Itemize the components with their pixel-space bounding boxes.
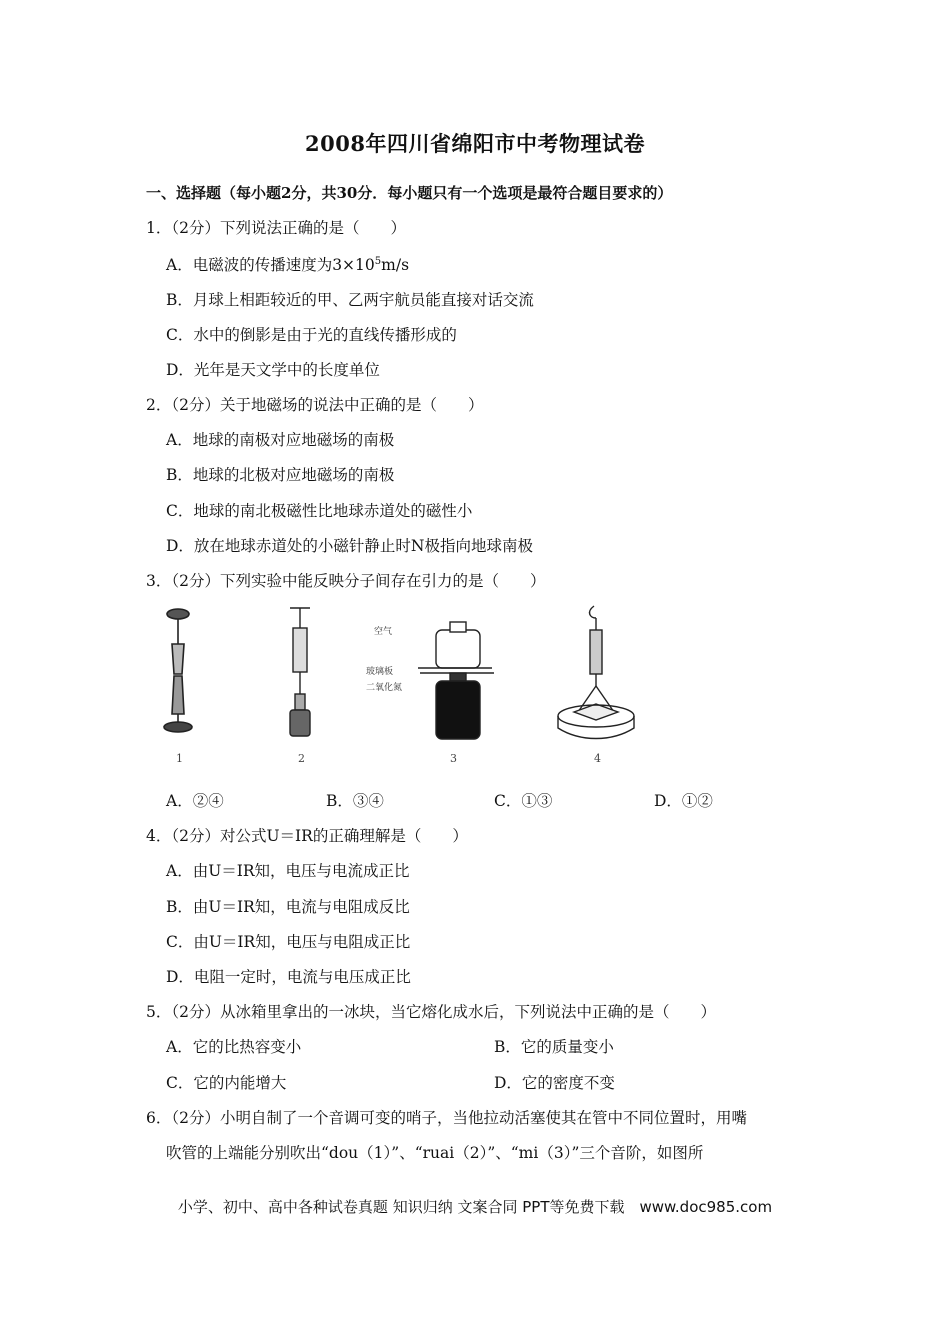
figure-1-lead-cylinders bbox=[164, 609, 192, 732]
question-1-option-d: D．光年是天文学中的长度单位 bbox=[166, 361, 380, 379]
question-2-stem: 2．（2分）关于地磁场的说法中正确的是（ ） bbox=[146, 396, 484, 414]
figure-3-glass-label: 玻璃板 bbox=[366, 667, 394, 677]
figure-3-air-label: 空气 bbox=[374, 627, 393, 637]
question-6-line-2: 吹管的上端能分别吹出“dou（1）”、“ruai（2）”、“mi（3）”三个音阶，如图所 bbox=[166, 1144, 704, 1162]
question-4-option-b: B．由U＝IR知，电流与电阻成反比 bbox=[166, 898, 410, 916]
question-2-option-a: A．地球的南极对应地磁场的南极 bbox=[166, 431, 395, 449]
question-4-option-c: C．由U＝IR知，电压与电阻成正比 bbox=[166, 933, 411, 951]
question-1-stem: 1．（2分）下列说法正确的是（ ） bbox=[146, 219, 406, 237]
question-2-option-c: C．地球的南北极磁性比地球赤道处的磁性小 bbox=[166, 502, 473, 520]
figure-3-label: 3 bbox=[450, 752, 457, 765]
question-4-stem: 4．（2分）对公式U＝IR的正确理解是（ ） bbox=[146, 827, 468, 845]
figure-4-plate-in-water bbox=[558, 606, 634, 739]
figure-2-label: 2 bbox=[298, 752, 305, 765]
figure-3-no2-label: 二氧化氮 bbox=[366, 683, 403, 693]
question-1-option-b: B．月球上相距较近的甲、乙两宇航员能直接对话交流 bbox=[166, 291, 534, 309]
page-footer: 小学、初中、高中各种试卷真题 知识归纳 文案合同 PPT等免费下载 www.doc985.com bbox=[177, 1198, 773, 1216]
question-1-option-a: A．电磁波的传播速度为$3\times 10^5m/s$ bbox=[166, 255, 410, 274]
question-3-option-a: A．②④ bbox=[166, 792, 224, 810]
figure-2-spring-scale bbox=[290, 608, 310, 736]
question-3-option-c: C．①③ bbox=[494, 792, 553, 810]
figure-1-label: 1 bbox=[176, 752, 183, 765]
question-5-option-c: C．它的内能增大 bbox=[166, 1074, 287, 1092]
question-4-option-d: D．电阻一定时，电流与电压成正比 bbox=[166, 968, 411, 986]
page-title: 2008年四川省绵阳市中考物理试卷 bbox=[305, 131, 645, 156]
question-5-stem: 5．（2分）从冰箱里拿出的一冰块，当它熔化成水后，下列说法中正确的是（ ） bbox=[146, 1003, 716, 1021]
question-3-option-b: B．③④ bbox=[326, 792, 384, 810]
question-5-option-a: A．它的比热容变小 bbox=[166, 1038, 302, 1056]
section-heading: 一、选择题（每小题2分，共30分．每小题只有一个选项是最符合题目要求的） bbox=[146, 184, 673, 202]
figure-3-gas-bottles bbox=[418, 622, 494, 739]
question-5-option-b: B．它的质量变小 bbox=[494, 1038, 614, 1056]
question-5-option-d: D．它的密度不变 bbox=[494, 1074, 615, 1092]
question-1-option-c: C．水中的倒影是由于光的直线传播形成的 bbox=[166, 326, 457, 344]
question-3-stem: 3．（2分）下列实验中能反映分子间存在引力的是（ ） bbox=[146, 572, 546, 590]
question-2-option-d: D．放在地球赤道处的小磁针静止时N极指向地球南极 bbox=[166, 537, 533, 555]
question-3-option-d: D．①② bbox=[654, 792, 713, 810]
question-6-line-1: 6．（2分）小明自制了一个音调可变的哨子，当他拉动活塞使其在管中不同位置时，用嘴 bbox=[146, 1109, 747, 1127]
question-3-figures bbox=[150, 604, 670, 766]
figure-4-label: 4 bbox=[594, 752, 601, 765]
question-4-option-a: A．由U＝IR知，电压与电流成正比 bbox=[166, 862, 410, 880]
question-2-option-b: B．地球的北极对应地磁场的南极 bbox=[166, 466, 395, 484]
